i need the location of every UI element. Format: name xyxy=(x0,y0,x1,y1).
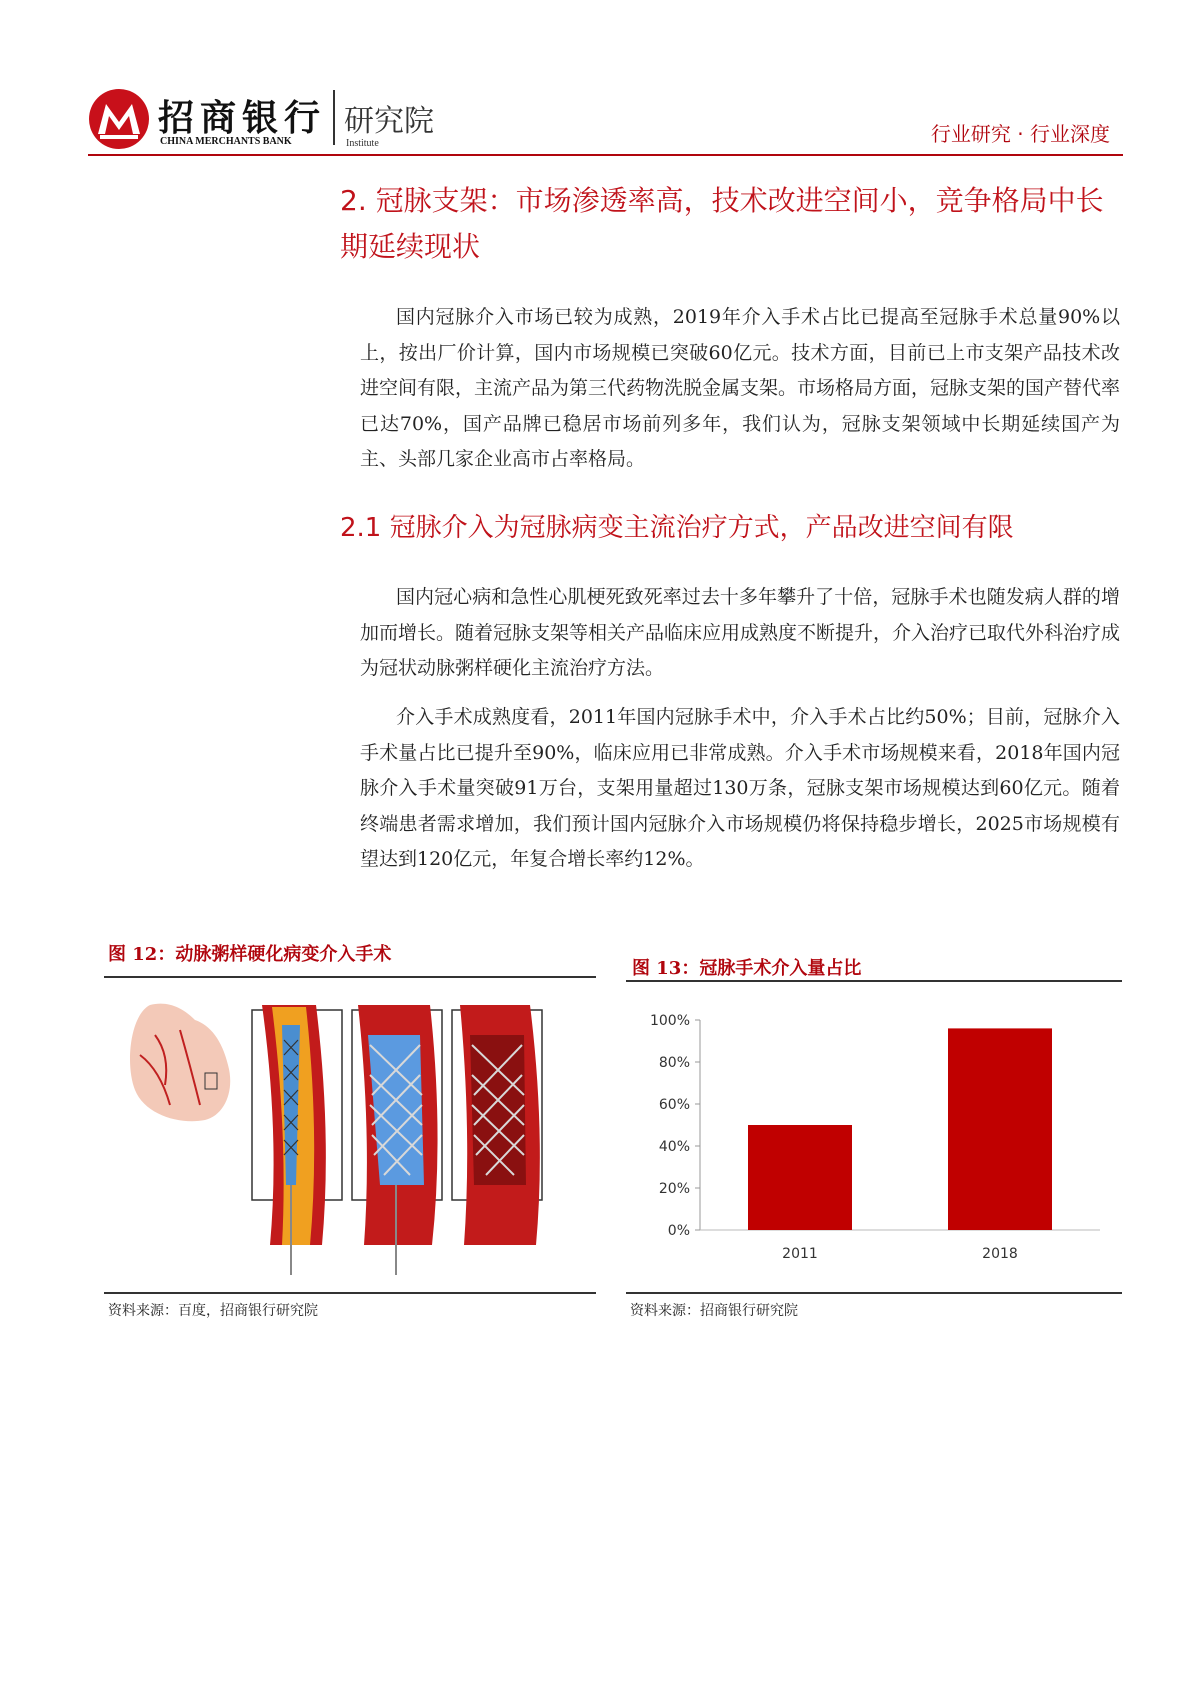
subsection-paragraph-1: 国内冠心病和急性心肌梗死致死率过去十多年攀升了十倍，冠脉手术也随发病人群的增加而增长。随着冠脉支架等相关产品临床应用成熟度不断提升，介入治疗已取代外科治疗成为冠状动脉粥样硬化主流治疗方法。 xyxy=(360,586,1121,679)
bank-name-en: CHINA MERCHANTS BANK xyxy=(160,136,292,147)
x-tick-label: 2018 xyxy=(982,1246,1018,1262)
y-tick-label: 60% xyxy=(658,1097,690,1113)
bar-2018 xyxy=(948,1028,1052,1230)
artery-stent-deployed-panel xyxy=(452,1005,542,1245)
report-category-tag: 行业研究 · 行业深度 xyxy=(930,122,1110,146)
y-tick-label: 20% xyxy=(658,1181,690,1197)
y-tick-label: 0% xyxy=(667,1223,690,1239)
cmb-logo-icon xyxy=(88,88,150,150)
figure-13-title: 图 13：冠脉手术介入量占比 xyxy=(632,958,862,979)
figure-12-top-rule xyxy=(104,976,596,978)
figure-12-source: 资料来源：百度，招商银行研究院 xyxy=(108,1303,318,1319)
subsection-paragraph-2: 介入手术成熟度看，2011年国内冠脉手术中，介入手术占比约50%；目前，冠脉介入手术量占比已提升至90%，临床应用已非常成熟。介入手术市场规模来看，2018年国内冠脉介入手术量突破91万台，支架用量超过130万条，冠脉支架市场规模达到60亿元。随着终端患者需求增加，我们预计国内冠脉介入市场规模仍将保持稳步增长，2025市场规模有望达到120亿元，年复合增长率约12%。 xyxy=(360,706,1120,870)
figure-12-bottom-rule xyxy=(104,1292,596,1294)
y-tick-label: 40% xyxy=(658,1139,690,1155)
x-tick-label: 2011 xyxy=(782,1246,818,1262)
bar-2011 xyxy=(748,1125,852,1230)
artery-stent-expanded-panel xyxy=(352,1005,442,1275)
figure-13-top-rule xyxy=(626,980,1122,982)
figure-13-bar-chart xyxy=(630,1000,1120,1290)
figure-12-title: 图 12：动脉粥样硬化病变介入手术 xyxy=(108,944,392,965)
stent-procedure-illustration xyxy=(110,995,590,1280)
figure-13-source: 资料来源：招商银行研究院 xyxy=(630,1303,798,1319)
header-rule xyxy=(88,154,1123,156)
heart-icon xyxy=(130,1004,230,1122)
institute-name: 研究院 xyxy=(344,104,434,139)
bank-name: 招商银行 xyxy=(158,98,327,139)
y-tick-label: 80% xyxy=(658,1055,690,1071)
figure-13-bottom-rule xyxy=(626,1292,1122,1294)
subsection-heading: 2.1 冠脉介入为冠脉病变主流治疗方式，产品改进空间有限 xyxy=(340,513,1014,543)
section-heading: 2. 冠脉支架：市场渗透率高，技术改进空间小，竞争格局中长期延续现状 xyxy=(340,184,1104,263)
artery-balloon-panel xyxy=(252,1005,342,1275)
section-paragraph: 国内冠脉介入市场已较为成熟，2019年介入手术占比已提高至冠脉手术总量90%以上，按出厂价计算，国内市场规模已突破60亿元。技术方面，目前已上市支架产品技术改进空间有限，主流产品为第三代药物洗脱金属支架。市场格局方面，冠脉支架的国产替代率已达70%，国产品牌已稳居市场前列多年，我们认为，冠脉支架领域中长期延续国产为主、头部几家企业高市占率格局。 xyxy=(360,306,1121,470)
page-header xyxy=(88,78,1118,153)
institute-name-en: Institute xyxy=(346,138,379,149)
header-divider xyxy=(333,90,335,145)
y-tick-label: 100% xyxy=(649,1013,690,1029)
